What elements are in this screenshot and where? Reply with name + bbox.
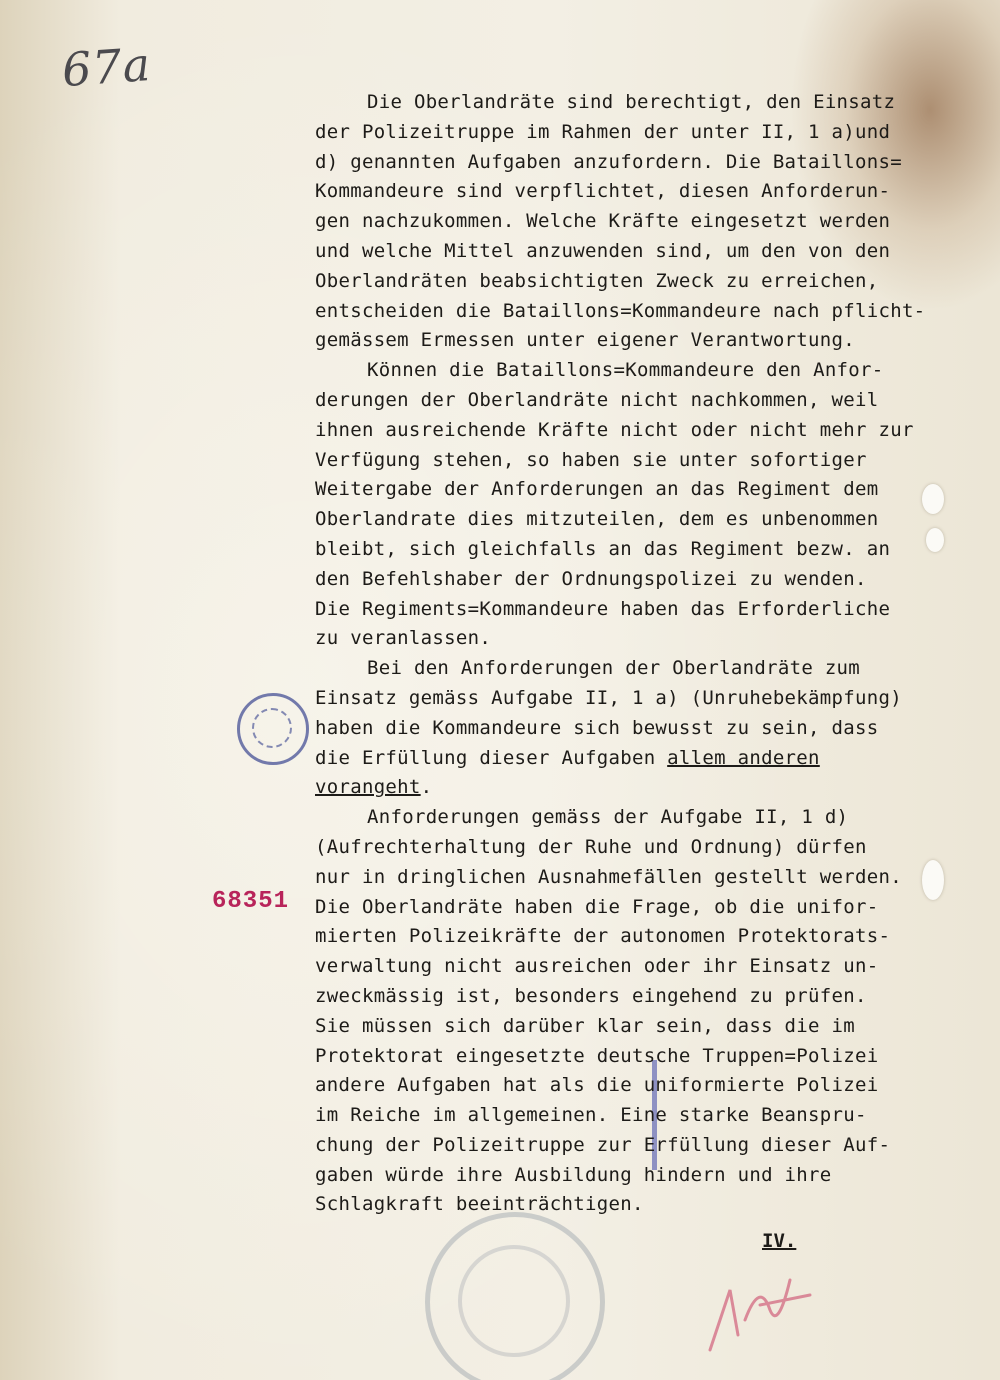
text-line xyxy=(315,475,955,505)
text-line-content: im Reiche im allgemeinen. Eine starke Beanspru- xyxy=(315,1104,867,1127)
underlined-emphasis: allem anderen xyxy=(667,746,820,769)
underlined-emphasis: vorangeht xyxy=(315,776,421,799)
text-line xyxy=(315,624,955,654)
text-line-content: derungen der Oberlandräte nicht nachkommen, weil xyxy=(315,388,879,411)
text-line xyxy=(315,1131,955,1161)
text-line-content: Können die Bataillons=Kommandeure den Anfor- xyxy=(367,359,884,382)
text-line xyxy=(315,416,955,446)
text-line xyxy=(315,118,955,148)
text-line-content: Die Oberlandräte sind berechtigt, den Einsatz xyxy=(367,91,896,113)
text-line-content: Oberlandräten beabsichtigten Zweck zu erreichen, xyxy=(315,269,879,292)
text-line-content: Oberlandrate dies mitzuteilen, dem es unbenommen xyxy=(315,508,879,531)
text-line xyxy=(315,535,955,565)
handwritten-signature xyxy=(700,1250,820,1360)
text-line xyxy=(315,1101,955,1131)
text-line xyxy=(315,148,955,178)
text-line-content: d) genannten Aufgaben anzufordern. Die Bataillons= xyxy=(315,150,902,173)
section-marker: IV. xyxy=(762,1230,797,1252)
text-line-content: bleibt, sich gleichfalls an das Regiment bezw. an xyxy=(315,537,891,560)
text-line xyxy=(315,446,955,476)
reference-number-stamp: 68351 xyxy=(212,888,290,915)
text-line xyxy=(315,744,955,774)
text-line xyxy=(315,654,955,684)
text-line-content: zu veranlassen. xyxy=(315,627,492,650)
typewritten-body xyxy=(315,88,955,1220)
text-line-content: Die Regiments=Kommandeure haben das Erforderliche xyxy=(315,597,891,620)
text-line-content: nur in dringlichen Ausnahmefällen gestellt werden. xyxy=(315,865,902,888)
text-line xyxy=(315,833,955,863)
text-line xyxy=(315,326,955,356)
text-line xyxy=(315,1071,955,1101)
text-line xyxy=(315,952,955,982)
text-line-content: Protektorat eingesetzte deutsche Truppen=Polizei xyxy=(315,1044,879,1067)
text-line-content: gen nachzukommen. Welche Kräfte eingesetzt werden xyxy=(315,210,891,233)
text-line xyxy=(315,1161,955,1191)
text-line-content: verwaltung nicht ausreichen oder ihr Einsatz un- xyxy=(315,955,879,978)
text-line xyxy=(315,356,955,386)
text-line-content: Schlagkraft beeinträchtigen. xyxy=(315,1193,644,1216)
text-line xyxy=(315,565,955,595)
text-line xyxy=(315,595,955,625)
text-line xyxy=(315,803,955,833)
text-line xyxy=(315,267,955,297)
text-line-content: Bei den Anforderungen der Oberlandräte zum xyxy=(367,657,861,680)
official-seal-stamp xyxy=(425,1212,605,1380)
text-line-content: chung der Polizeitruppe zur Erfüllung dieser Auf- xyxy=(315,1133,891,1156)
text-line xyxy=(315,88,955,118)
text-line-content: den Befehlshaber der Ordnungspolizei zu wenden. xyxy=(315,567,867,590)
text-line-content: gaben würde ihre Ausbildung hindern und ihre xyxy=(315,1163,832,1186)
text-line-content: (Aufrechterhaltung der Ruhe und Ordnung) dürfen xyxy=(315,835,867,858)
text-line-content: ihnen ausreichende Kräfte nicht oder nicht mehr zur xyxy=(315,418,914,441)
text-line xyxy=(315,863,955,893)
text-line xyxy=(315,982,955,1012)
text-line-content: haben die Kommandeure sich bewusst zu sein, dass xyxy=(315,716,879,739)
text-line-content: Anforderungen gemäss der Aufgabe II, 1 d) xyxy=(367,806,849,829)
text-line-content: Einsatz gemäss Aufgabe II, 1 a) (Unruhebekämpfung) xyxy=(315,686,902,709)
text-line xyxy=(315,1012,955,1042)
text-line-content: Kommandeure sind verpflichtet, diesen Anforderun- xyxy=(315,180,891,203)
text-line xyxy=(315,297,955,327)
text-line xyxy=(315,773,955,803)
text-line-tail: . xyxy=(420,776,433,799)
text-line xyxy=(315,177,955,207)
text-line-content: Sie müssen sich darüber klar sein, dass die im xyxy=(315,1014,855,1037)
text-line-content: Verfügung stehen, so haben sie unter sofortiger xyxy=(315,448,867,471)
text-line-content: Weitergabe der Anforderungen an das Regiment dem xyxy=(315,478,879,501)
text-line xyxy=(315,207,955,237)
text-line-content: entscheiden die Bataillons=Kommandeure nach pflicht- xyxy=(315,299,926,322)
text-line xyxy=(315,714,955,744)
text-line xyxy=(315,922,955,952)
handwritten-page-note: 67a xyxy=(60,36,153,98)
text-line xyxy=(315,1042,955,1072)
text-line xyxy=(315,1190,955,1220)
text-line-content: andere Aufgaben hat als die uniformierte Polizei xyxy=(315,1074,879,1097)
archive-stamp-small xyxy=(237,693,309,765)
text-line xyxy=(315,893,955,923)
text-line-content: Die Oberlandräte haben die Frage, ob die unifor- xyxy=(315,895,879,918)
text-line-content: mierten Polizeikräfte der autonomen Protektorats- xyxy=(315,925,891,948)
text-line xyxy=(315,386,955,416)
text-line-content: zweckmässig ist, besonders eingehend zu prüfen. xyxy=(315,984,867,1007)
text-line xyxy=(315,237,955,267)
text-line-content: der Polizeitruppe im Rahmen der unter II, 1 a)und xyxy=(315,120,891,143)
text-line xyxy=(315,505,955,535)
text-line xyxy=(315,684,955,714)
text-line-content: die Erfüllung dieser Aufgaben xyxy=(315,746,668,769)
text-line-content: gemässem Ermessen unter eigener Verantwortung. xyxy=(315,329,855,352)
text-line-content: und welche Mittel anzuwenden sind, um den von den xyxy=(315,239,891,262)
